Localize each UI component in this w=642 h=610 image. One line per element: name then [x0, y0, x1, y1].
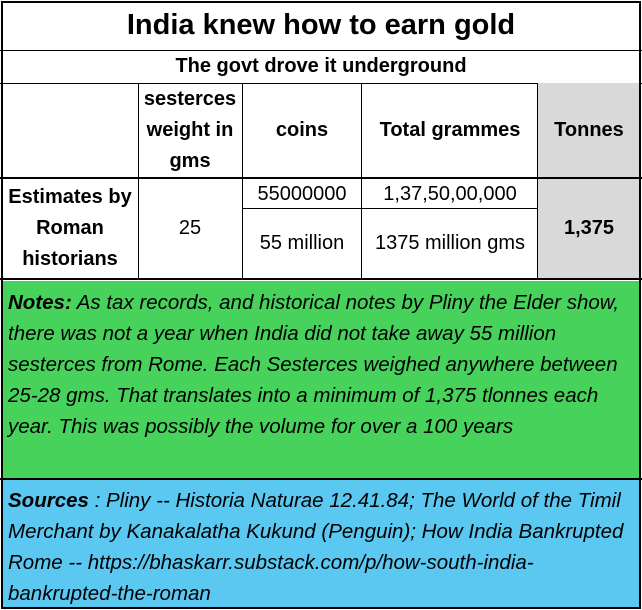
sources-text: : Pliny -- Historia Naturae 12.41.84; The World of the Timil Merchant by Kanakalatha Kukund (Penguin); How India Bankrupted Rome -- https://bhaskarr.substack.com/p/how-south-india-bankrupted-the-roman	[8, 489, 624, 605]
column-divider	[361, 83, 362, 278]
column-divider	[537, 83, 538, 278]
page-title: India knew how to earn gold	[126, 8, 516, 41]
page-subtitle: The govt drove it underground	[175, 55, 467, 77]
notes-text: As tax records, and historical notes by Pliny the Elder show, there was not a year when India did not take away 55 million sesterces from Rome. Each Sesterces weighed anywhere between 25-28 gms. That translates into a minimum of 1,375 tlonnes each year. This was possibly the volume for over a 100 years	[8, 291, 620, 438]
header-tonnes: Tonnes	[554, 119, 624, 141]
tonnes-value: 1,375	[563, 217, 615, 239]
table-bottom-divider	[0, 278, 642, 280]
sources-label: Sources	[8, 489, 89, 512]
column-divider	[242, 83, 243, 278]
header-coins: coins	[275, 119, 329, 141]
grams-numeric: 1,37,50,00,000	[383, 182, 517, 205]
sources-panel	[2, 480, 640, 608]
sub-row-divider	[242, 208, 538, 209]
header-sesterces-weight: sesterces weight in gms	[143, 88, 237, 172]
header-total-grammes: Total grammes	[379, 119, 521, 141]
notes-label: Notes:	[8, 291, 72, 314]
column-divider	[138, 83, 139, 278]
grams-words: 1375 million gms	[374, 232, 526, 254]
notes-panel	[2, 281, 640, 478]
weight-value: 25	[178, 217, 202, 239]
row-label: Estimates by Roman historians	[8, 186, 132, 270]
coins-numeric: 55000000	[257, 182, 347, 205]
coins-words: 55 million	[259, 232, 345, 254]
